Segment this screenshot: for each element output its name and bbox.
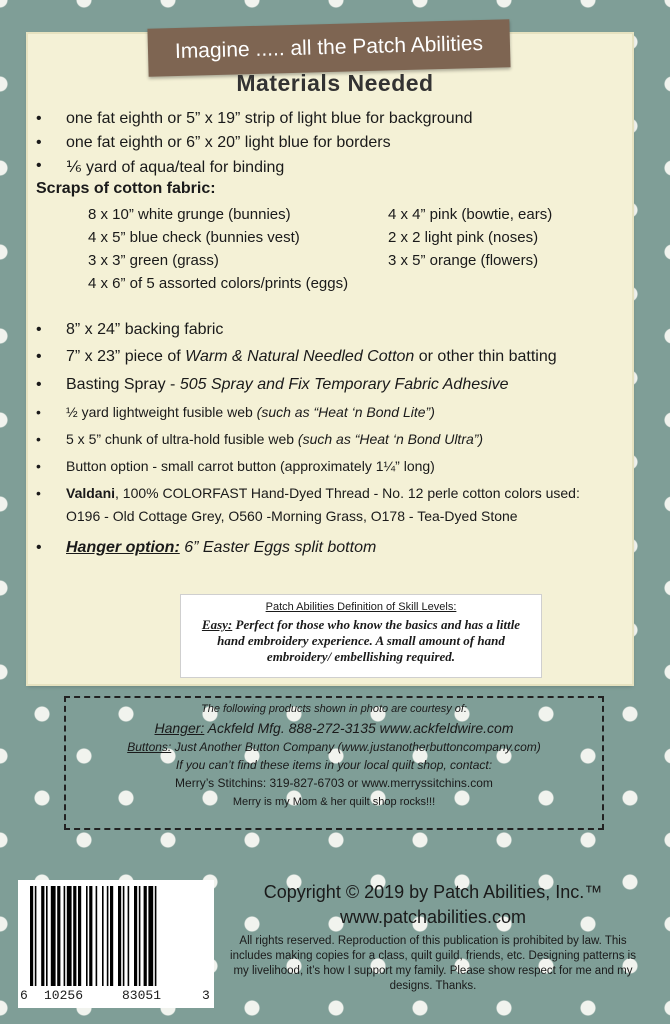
barcode-bar [30,886,33,986]
scrap-item: 3 x 5” orange (flowers) [388,252,539,269]
barcode-lead-digit: 6 [20,988,28,1003]
barcode-bar [96,886,98,986]
barcode-bar [51,886,56,986]
materials-title: Materials Needed [236,70,434,96]
barcode-bar [110,886,113,986]
scrap-item: 2 x 2 light pink (noses) [388,229,539,246]
material-item: • 7” x 23” piece of Warm & Natural Needled Cotton or other thin batting [36,348,557,365]
barcode-bar [148,886,153,986]
barcode-bar [64,886,66,986]
barcode-bar [46,886,48,986]
thread-colors: O196 - Old Cottage Grey, O560 -Morning Grass, O178 - Tea-Dyed Stone [66,508,518,524]
barcode-bar [144,886,147,986]
material-item: • Valdani, 100% COLORFAST Hand-Dyed Thread - No. 12 perle cotton colors used: [36,485,580,501]
barcode-left-digits: 10256 [44,988,84,1003]
barcode-bar [73,886,76,986]
material-item: • ⅙ yard of aqua/teal for binding [36,157,285,176]
copyright: Copyright © 2019 by Patch Abilities, Inc.™ [263,882,603,902]
scrap-item: 4 x 6” of 5 assorted colors/prints (eggs) [88,275,349,292]
scrap-item: 8 x 10” white grunge (bunnies) [88,206,291,223]
barcode-bar [102,886,104,986]
material-item: • Button option - small carrot button (approximately 1¼” long) [36,458,435,474]
barcode-bar [139,886,141,986]
material-item: • 5 x 5” chunk of ultra-hold fusible web (such as “Heat ‘n Bond Ultra”) [36,431,484,447]
barcode-bar [123,886,125,986]
material-item: • Basting Spray - 505 Spray and Fix Temporary Fabric Adhesive [36,376,509,393]
courtesy-hanger: Hanger: Ackfeld Mfg. 888-272-3135 www.ackfeldwire.com [154,720,514,736]
barcode-bar [128,886,130,986]
material-item: • 8” x 24” backing fabric [36,321,224,338]
skill-level-box [180,594,542,678]
material-item: • Hanger option: 6” Easter Eggs split bottom [36,539,377,556]
courtesy-mom: Merry is my Mom & her quilt shop rocks!!! [232,796,436,808]
courtesy-local: If you can’t find these items in your local quilt shop, contact: [175,758,493,772]
scrap-item: 3 x 3” green (grass) [88,252,219,269]
barcode-check-digit: 3 [202,988,210,1003]
brand-banner: Imagine ..... all the Patch Abilities [147,19,510,76]
barcode-bar [89,886,92,986]
barcode-bar [41,886,44,986]
material-item: • ½ yard lightweight fusible web (such as “Heat ‘n Bond Lite”) [36,404,435,420]
scrap-item: 4 x 5” blue check (bunnies vest) [88,229,300,246]
scraps-heading: Scraps of cotton fabric: [36,180,216,197]
skill-description: Easy: Perfect for those who know the basics and has a little hand embroidery experience. A small amount of hand embroidery/ embellishing required. [201,617,521,664]
barcode-bar [57,886,60,986]
footer [228,882,638,994]
website: www.patchabilities.com [339,907,527,927]
courtesy-buttons: Buttons: Just Another Button Company (www.justanotherbuttoncompany.com) [127,740,541,754]
courtesy-merry: Merry’s Stitchins: 319-827-6703 or www.merryssitchins.com [175,776,493,790]
courtesy-box [64,696,604,830]
barcode-bars [28,886,204,986]
skill-title: Patch Abilities Definition of Skill Levels: [265,601,457,613]
material-item: • one fat eighth or 5” x 19” strip of light blue for background [36,110,473,127]
barcode [18,880,214,1008]
barcode-bar [78,886,81,986]
barcode-right-digits: 83051 [122,988,162,1003]
courtesy-intro: The following products shown in photo are courtesy of: [201,703,467,715]
barcode-bar [107,886,109,986]
material-item: • one fat eighth or 6” x 20” light blue for borders [36,134,391,151]
barcode-bar [155,886,157,986]
rights-notice: All rights reserved. Reproduction of this publication is prohibited by law. This includes making copies for a class, quilt guild, friends, etc. Designing patterns is my livelihood, it’s how I support my family. Please show respect for me and my designs. Thanks. [230,935,636,992]
barcode-bar [86,886,88,986]
barcode-bar [118,886,121,986]
barcode-bar [134,886,137,986]
barcode-bar [67,886,72,986]
barcode-bar [35,886,37,986]
scrap-item: 4 x 4” pink (bowtie, ears) [388,206,553,223]
